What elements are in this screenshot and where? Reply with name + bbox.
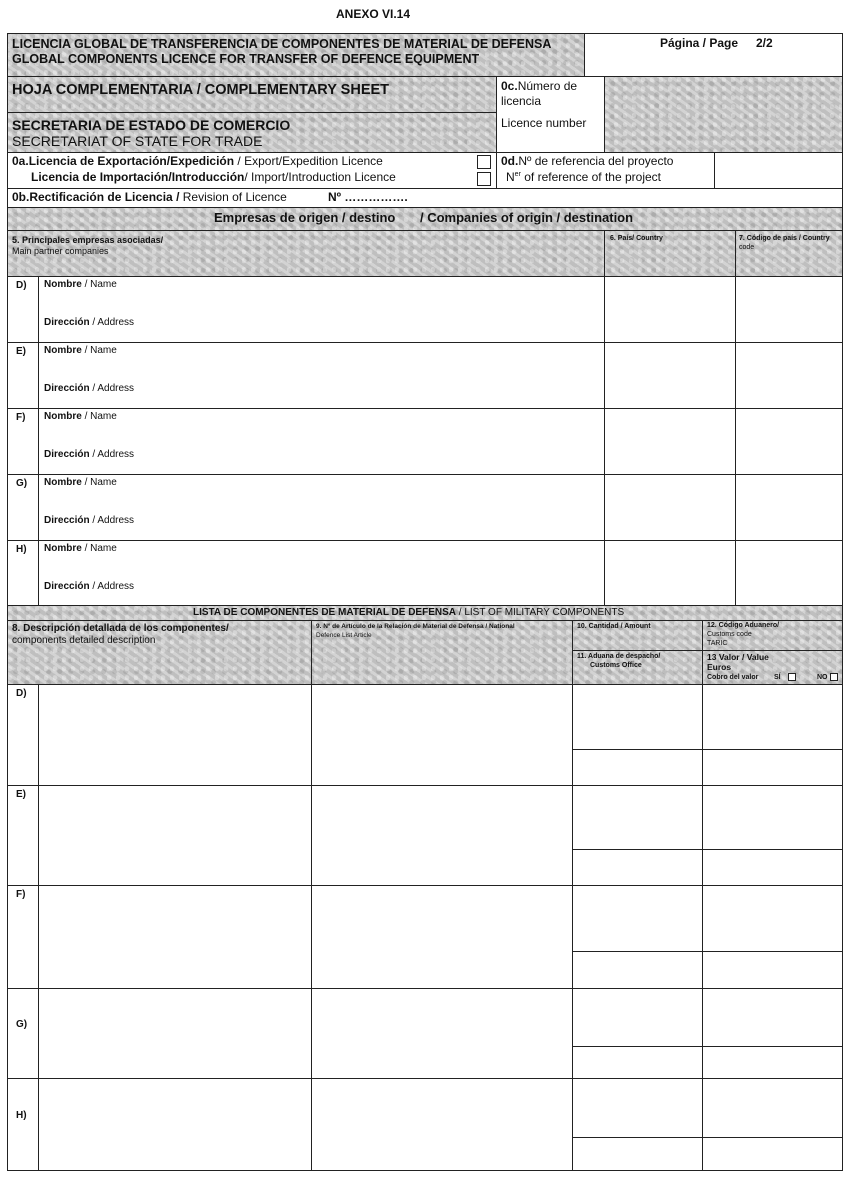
col12-header-3: TARIC [707,640,728,647]
companies-band-es: Empresas de origen / destino [214,210,396,225]
component-row-label: G) [16,1019,28,1030]
company-country-field[interactable] [605,276,735,342]
company-row-label: F) [16,412,26,423]
component-customs-code-field[interactable] [703,684,843,749]
col6-header: 6. País/ Country [610,235,663,242]
company-address-label[interactable]: Dirección / Address [44,317,135,328]
company-country-code-field[interactable] [736,540,843,606]
company-name-label[interactable]: Nombre / Name [44,543,117,554]
company-address-label[interactable]: Dirección / Address [44,581,135,592]
component-description-field[interactable] [39,885,311,988]
value-yes-label: SÍ [774,674,781,681]
companies-band-en: / Companies of origin / destination [420,210,634,225]
col8-header-en: components detailed description [12,635,156,646]
company-name-label[interactable]: Nombre / Name [44,477,117,488]
col8-header-es: 8. Descripción detallada de los componentes/ [12,623,229,634]
col7-header: 7. Código de país / Country [739,235,830,242]
col13-header: 13 Valor / Value [707,652,769,662]
annex-title: ANEXO VI.14 [336,7,411,21]
company-country-field[interactable] [605,474,735,540]
value-no-checkbox[interactable] [830,673,838,681]
licence-title-en: GLOBAL COMPONENTS LICENCE FOR TRANSFER OF DEFENCE EQUIPMENT [12,52,480,66]
component-description-field[interactable] [39,785,311,885]
component-value-field[interactable] [703,1046,843,1078]
col5-header-en: Main partner companies [12,246,109,256]
col12-header-2: Customs code [707,631,752,638]
project-reference-field[interactable] [714,152,843,189]
licence-number-label-en: Licence number [501,116,587,130]
licence-number-field[interactable] [604,76,843,153]
page-label: Página / Page [660,36,739,50]
col11-header: 11. Aduana de despacho/ [577,653,661,660]
component-amount-field[interactable] [573,1078,702,1137]
page-value: 2/2 [756,36,773,50]
licence-number-label-2: licencia [501,94,542,108]
company-country-code-field[interactable] [736,408,843,474]
col12-header: 12. Código Aduanero/ [707,622,780,629]
company-address-label[interactable]: Dirección / Address [44,383,135,394]
component-row-label: F) [16,889,26,900]
company-country-field[interactable] [605,342,735,408]
value-no-label: NO [817,674,828,681]
col9-header: 9. Nº de Artículo de la Relación de Material de Defensa / National [316,623,515,630]
component-row-label: H) [16,1110,27,1121]
company-row-label: E) [16,346,26,357]
company-country-code-field[interactable] [736,276,843,342]
component-customs-office-field[interactable] [573,849,702,885]
component-row-label: D) [16,688,27,699]
company-name-label[interactable]: Nombre / Name [44,345,117,356]
component-amount-field[interactable] [573,988,702,1046]
component-value-field[interactable] [703,951,843,988]
company-country-field[interactable] [605,408,735,474]
export-licence-checkbox[interactable] [477,155,491,169]
col13-header-2: Euros [707,662,732,672]
component-description-field[interactable] [39,988,311,1078]
component-article-field[interactable] [312,684,572,785]
import-licence-label: Licencia de Importación/Introducción/ Import/Introduction Licence [31,170,396,184]
component-amount-field[interactable] [573,684,702,749]
component-article-field[interactable] [312,1078,572,1170]
revision-label: 0b.Rectificación de Licencia / Revision of Licence [12,190,287,204]
component-description-field[interactable] [39,684,311,785]
project-reference-label: 0d.Nº de referencia del proyecto [501,154,674,168]
project-reference-label-en: $N^{er}$ of reference of the project [506,170,661,184]
value-yes-checkbox[interactable] [788,673,796,681]
company-address-label[interactable]: Dirección / Address [44,449,135,460]
export-licence-label: 0a.Licencia de Exportación/Expedición / Export/Expedition Licence [12,154,383,168]
component-amount-field[interactable] [573,885,702,951]
component-description-field[interactable] [39,1078,311,1170]
component-customs-code-field[interactable] [703,885,843,951]
component-value-field[interactable] [703,1137,843,1170]
secretaria-en: SECRETARIAT OF STATE FOR TRADE [12,133,263,149]
component-value-field[interactable] [703,749,843,785]
col9-header-2: Defence List Article [316,632,372,639]
component-customs-office-field[interactable] [573,951,702,988]
company-country-code-field[interactable] [736,474,843,540]
company-row-label: D) [16,280,27,291]
component-row-label: E) [16,789,26,800]
col7-header-2: code [739,244,755,251]
component-customs-office-field[interactable] [573,749,702,785]
company-row-label: H) [16,544,27,555]
company-country-field[interactable] [605,540,735,606]
company-row-label: G) [16,478,28,489]
col5-header-es: 5. Principales empresas asociadas/ [12,235,164,245]
component-customs-code-field[interactable] [703,785,843,849]
component-customs-code-field[interactable] [703,988,843,1046]
component-customs-office-field[interactable] [573,1046,702,1078]
component-article-field[interactable] [312,785,572,885]
revision-number[interactable]: Nº ……………. [328,190,408,204]
component-customs-office-field[interactable] [573,1137,702,1170]
col11-header-2: Customs Office [590,662,642,669]
company-address-label[interactable]: Dirección / Address [44,515,135,526]
sheet-title: HOJA COMPLEMENTARIA / COMPLEMENTARY SHEET [12,82,390,98]
components-band-title: LISTA DE COMPONENTES DE MATERIAL DE DEFENSA / LIST OF MILITARY COMPONENTS [193,607,625,618]
component-amount-field[interactable] [573,785,702,849]
company-name-label[interactable]: Nombre / Name [44,279,117,290]
col10-header: 10. Cantidad / Amount [577,623,651,630]
component-article-field[interactable] [312,988,572,1078]
component-article-field[interactable] [312,885,572,988]
component-value-field[interactable] [703,849,843,885]
component-customs-code-field[interactable] [703,1078,843,1137]
company-name-label[interactable]: Nombre / Name [44,411,117,422]
col13-header-3: Cobro del valor [707,674,759,681]
company-country-code-field[interactable] [736,342,843,408]
secretaria-es: SECRETARIA DE ESTADO DE COMERCIO [12,117,291,133]
import-licence-checkbox[interactable] [477,172,491,186]
licence-number-label: 0c.Número de [501,79,578,93]
licence-title-es: LICENCIA GLOBAL DE TRANSFERENCIA DE COMPONENTES DE MATERIAL DE DEFENSA [12,37,552,51]
